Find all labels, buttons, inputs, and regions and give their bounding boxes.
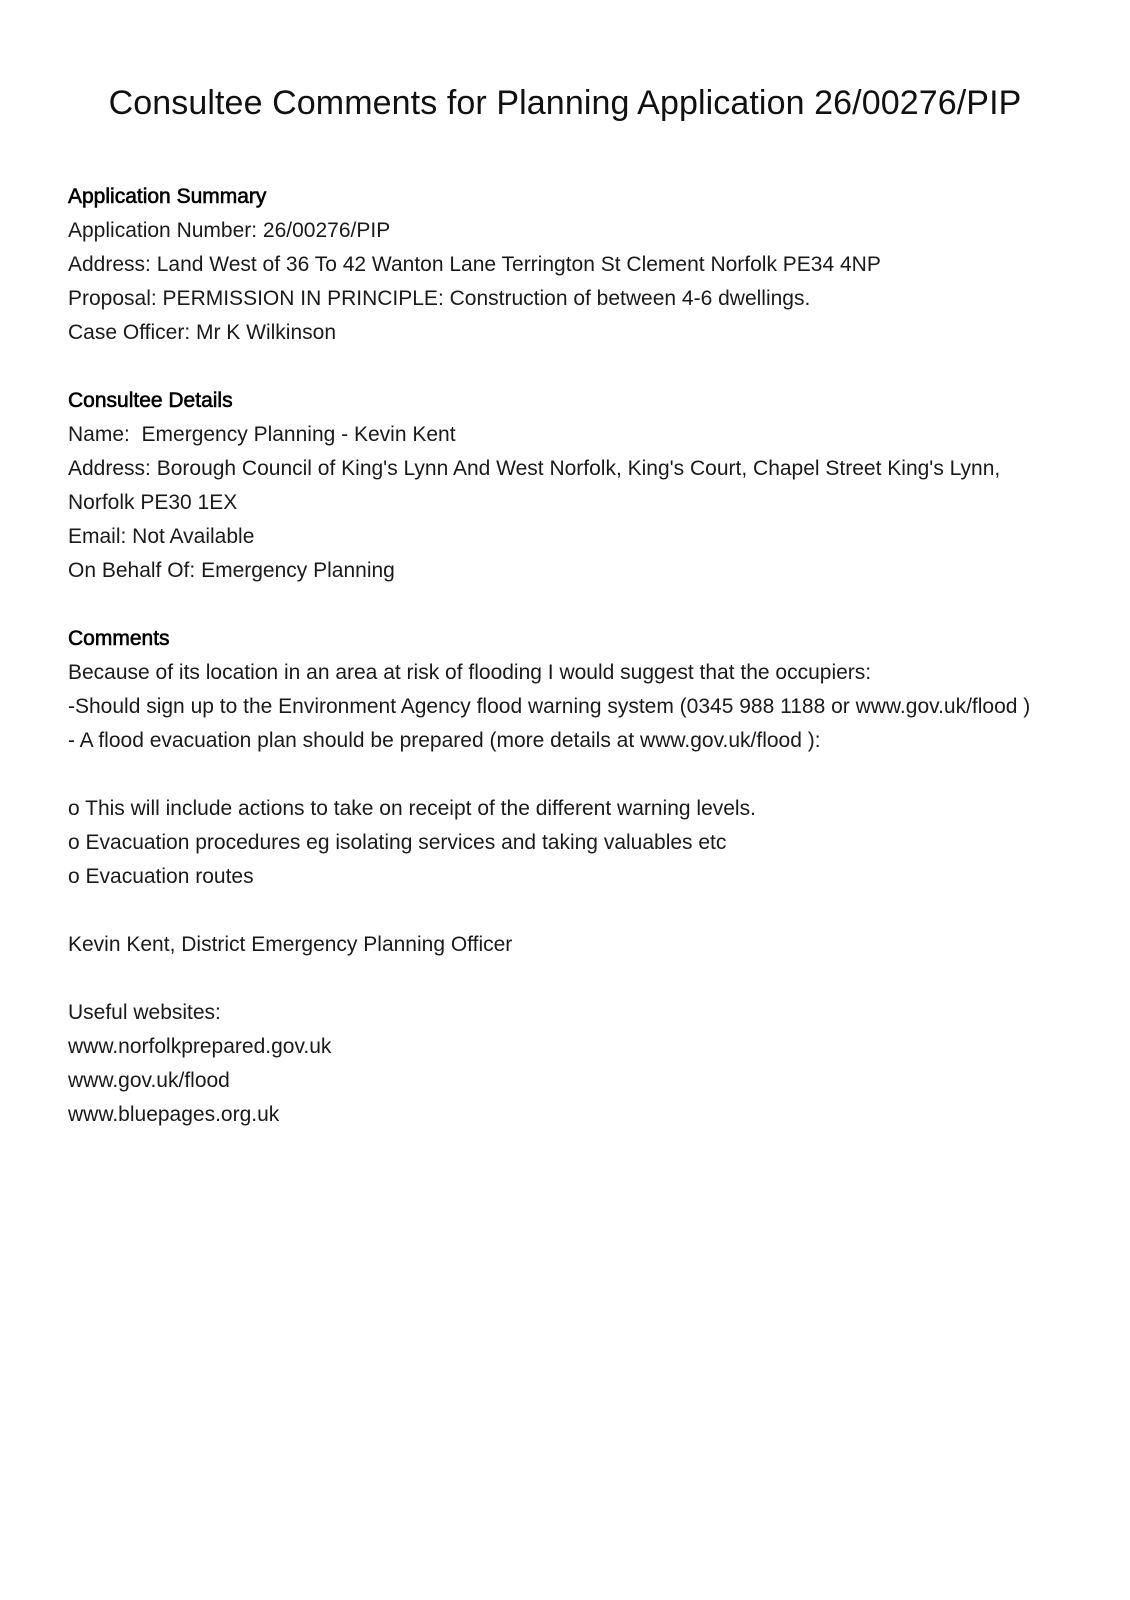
- list-item: o Evacuation procedures eg isolating services and taking valuables etc: [68, 831, 727, 854]
- spacer: [68, 588, 1058, 622]
- comments-section: [68, 622, 1058, 1132]
- signature: Kevin Kent, District Emergency Planning Officer: [68, 933, 513, 956]
- comments-point-evacuation-plan: - A flood evacuation plan should be prepared (more details at www.gov.uk/flood ):: [68, 729, 821, 752]
- consultee-on-behalf-of: On Behalf Of: Emergency Planning: [68, 559, 395, 582]
- spacer: [68, 962, 1058, 996]
- website-link: www.norfolkprepared.gov.uk: [68, 1035, 332, 1058]
- website-link: www.gov.uk/flood: [68, 1069, 230, 1092]
- document-body: [68, 180, 1058, 1132]
- useful-websites-label: Useful websites:: [68, 1001, 221, 1024]
- consultee-details-section: [68, 384, 1058, 588]
- spacer: [68, 758, 1058, 792]
- comments-intro: Because of its location in an area at risk of flooding I would suggest that the occupiers:: [68, 661, 872, 684]
- consultee-address: Address: Borough Council of King's Lynn And West Norfolk, King's Court, Chapel Street King's Lynn, Norfolk PE30 1EX: [68, 457, 1007, 514]
- list-item: o Evacuation routes: [68, 865, 254, 888]
- case-officer: Case Officer: Mr K Wilkinson: [68, 321, 337, 344]
- comments-heading: Comments: [68, 627, 170, 650]
- consultee-name: Name: Emergency Planning - Kevin Kent: [68, 423, 456, 446]
- comments-point-flood-warning: -Should sign up to the Environment Agency flood warning system (0345 988 1188 or www.gov.uk/flood ): [68, 695, 1031, 718]
- application-number: Application Number: 26/00276/PIP: [68, 219, 391, 242]
- consultee-details-heading: Consultee Details: [68, 389, 233, 412]
- application-proposal: Proposal: PERMISSION IN PRINCIPLE: Construction of between 4-6 dwellings.: [68, 287, 811, 310]
- consultee-email: Email: Not Available: [68, 525, 255, 548]
- application-address: Address: Land West of 36 To 42 Wanton Lane Terrington St Clement Norfolk PE34 4NP: [68, 253, 881, 276]
- list-item: o This will include actions to take on receipt of the different warning levels.: [68, 797, 756, 820]
- website-link: www.bluepages.org.uk: [68, 1103, 280, 1126]
- spacer: [68, 894, 1058, 928]
- spacer: [68, 350, 1058, 384]
- application-summary-section: [68, 180, 1058, 350]
- page-title: Consultee Comments for Planning Application 26/00276/PIP: [108, 84, 1022, 122]
- application-summary-heading: Application Summary: [68, 185, 267, 208]
